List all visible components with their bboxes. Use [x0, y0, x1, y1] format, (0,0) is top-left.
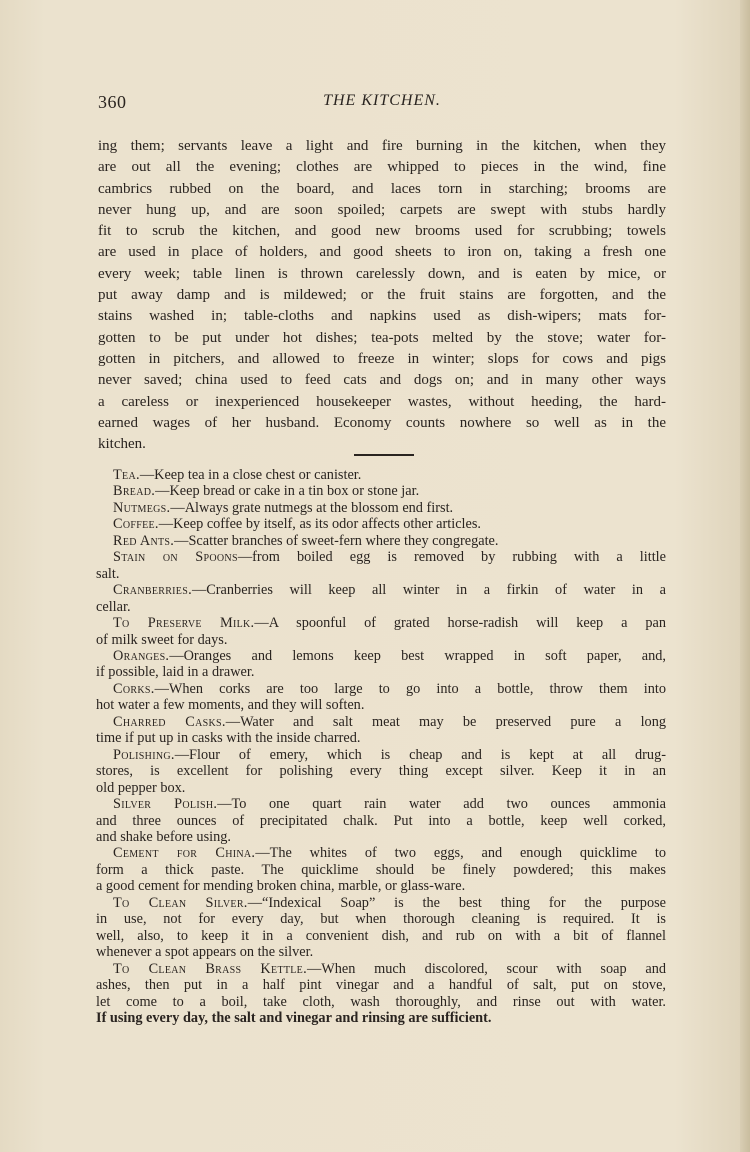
- tip-line: [96, 730, 666, 746]
- tip-entry: [96, 681, 666, 714]
- running-head: THE KITCHEN.: [323, 92, 441, 109]
- intro-line: kitchen.: [98, 436, 146, 453]
- tip-line: [96, 829, 666, 845]
- tip-line: [96, 681, 666, 697]
- tip-entry: [96, 467, 666, 483]
- tip-text: cellar.: [96, 598, 131, 615]
- tip-heading: Cement for China.: [113, 845, 256, 862]
- tip-line: [96, 747, 666, 763]
- tip-entry: [96, 549, 666, 582]
- tip-entry: [96, 796, 666, 845]
- intro-line: ing them; servants leave a light and fire burning in the kitchen, when they: [98, 138, 666, 154]
- intro-line: a careless or inexperienced housekeeper wastes, without heeding, the hard-: [98, 393, 666, 410]
- tip-heading: To Clean Brass Kettle.: [113, 960, 307, 977]
- household-tips-list: [96, 467, 666, 1026]
- tip-heading: Red Ants.: [113, 532, 175, 549]
- tip-entry: [96, 582, 666, 615]
- tip-entry: [96, 714, 666, 747]
- tip-text: if possible, laid in a drawer.: [96, 664, 255, 681]
- tip-line: [96, 878, 666, 894]
- tip-text: old pepper box.: [96, 779, 186, 796]
- tip-entry: [96, 483, 666, 499]
- tip-entry: [96, 747, 666, 796]
- tip-text: time if put up in casks with the inside charred.: [96, 730, 361, 747]
- tip-line: [96, 845, 666, 861]
- tip-text: —Cranberries will keep all winter in a firkin of water in a: [191, 582, 666, 599]
- tip-line: [96, 549, 666, 565]
- intro-line: never hung up, and are soon spoiled; carpets are swept with stubs hardly: [98, 201, 666, 218]
- tip-text: —Always grate nutmegs at the blossom end first.: [170, 499, 454, 516]
- page-edge: [740, 0, 750, 1152]
- tip-text: —When much discolored, scour with soap and: [306, 960, 666, 977]
- tip-line: [96, 911, 666, 927]
- intro-line: stains washed in; table-cloths and napkins used as dish-wipers; mats for-: [98, 308, 666, 325]
- intro-line: every week; table linen is thrown carelessly down, and is eaten by mice, or: [98, 265, 666, 282]
- tip-line: [96, 697, 666, 713]
- section-divider: [354, 454, 414, 456]
- tip-heading: To Preserve Milk.: [113, 615, 255, 632]
- intro-line: fit to scrub the kitchen, and good new brooms used for scrubbing; towels: [98, 223, 666, 240]
- tip-text: hot water a few moments, and they will soften.: [96, 697, 365, 714]
- tip-line: [96, 599, 666, 615]
- tip-line: [96, 664, 666, 680]
- intro-line: cambrics rubbed on the board, and laces torn in starching; brooms are: [98, 180, 666, 197]
- tip-heading: Charred Casks.: [113, 713, 226, 730]
- tip-line: [96, 714, 666, 730]
- tip-text: of milk sweet for days.: [96, 631, 228, 648]
- tip-text: —“Indexical Soap” is the best thing for the purpose: [247, 894, 666, 911]
- tip-entry: [96, 500, 666, 516]
- tip-text: —Scatter branches of sweet-fern where they congregate.: [174, 532, 499, 549]
- tip-line: [96, 895, 666, 911]
- tip-text: If using every day, the salt and vinegar and rinsing are sufficient.: [96, 1009, 492, 1026]
- tip-heading: Tea.: [113, 467, 140, 483]
- tip-entry: [96, 516, 666, 532]
- tip-entry: [96, 615, 666, 648]
- page-number: 360: [98, 92, 127, 112]
- tip-text: in use, not for every day, but when thorough cleaning is required. It is: [96, 911, 666, 928]
- tip-text: —Keep bread or cake in a tin box or stone jar.: [155, 483, 420, 500]
- intro-line: put away damp and is mildewed; or the fruit stains are forgotten, and the: [98, 287, 666, 304]
- tip-heading: Polishing.: [113, 746, 175, 763]
- intro-line: gotten to be put under hot dishes; tea-pots melted by the stove; water for-: [98, 329, 666, 346]
- tip-line: [96, 763, 666, 779]
- tip-text: stores, is excellent for polishing every thing except silver. Keep it in an: [96, 763, 666, 780]
- tip-line: [96, 1010, 666, 1026]
- tip-line: [96, 928, 666, 944]
- intro-line: earned wages of her husband. Economy counts nowhere so well as in the: [98, 414, 666, 431]
- tip-text: —Water and salt meat may be preserved pure a long: [225, 713, 666, 730]
- tip-heading: Stain on Spoons: [113, 549, 238, 566]
- intro-paragraph: [98, 136, 666, 455]
- tip-line: [96, 977, 666, 993]
- tip-text: —Keep tea in a close chest or canister.: [139, 467, 362, 483]
- tip-heading: Cranberries.: [113, 582, 192, 599]
- tip-heading: Coffee.: [113, 516, 159, 533]
- tip-text: —When corks are too large to go into a bottle, throw them into: [154, 680, 666, 697]
- tip-text: let come to a boil, take cloth, wash thoroughly, and rinse out with water.: [96, 993, 666, 1010]
- tip-heading: Nutmegs.: [113, 499, 171, 516]
- tip-text: —Keep coffee by itself, as its odor affects other articles.: [158, 516, 482, 533]
- tip-line: [96, 780, 666, 796]
- tip-text: —To one quart rain water add two ounces ammonia: [217, 796, 666, 813]
- tip-entry: [96, 845, 666, 894]
- tip-text: well, also, to keep it in a convenient dish, and rub on with a bit of flannel: [96, 927, 666, 944]
- tip-line: [96, 632, 666, 648]
- tip-line: [96, 796, 666, 812]
- tip-line: [96, 961, 666, 977]
- tip-text: whenever a spot appears on the silver.: [96, 944, 314, 961]
- tip-heading: To Clean Silver.: [113, 894, 248, 911]
- tip-entry: [96, 895, 666, 961]
- page-header: [98, 92, 666, 114]
- tip-text: ashes, then put in a half pint vinegar and a handful of salt, put on stove,: [96, 977, 666, 994]
- tip-line: [96, 566, 666, 582]
- tip-line: [96, 582, 666, 598]
- tip-entry: [96, 533, 666, 549]
- tip-text: —Flour of emery, which is cheap and is kept at all drug-: [174, 746, 666, 763]
- tip-line: [96, 813, 666, 829]
- tip-text: —The whites of two eggs, and enough quicklime to: [255, 845, 667, 862]
- intro-line: never saved; china used to feed cats and dogs on; and in many other ways: [98, 372, 666, 389]
- tip-text: —A spoonful of grated horse-radish will keep a pan: [254, 615, 666, 632]
- tip-heading: Oranges.: [113, 647, 170, 664]
- tip-line: [96, 862, 666, 878]
- tip-text: salt.: [96, 565, 120, 582]
- tip-text: and shake before using.: [96, 828, 231, 845]
- tip-text: and three ounces of precipitated chalk. Put into a bottle, keep well corked,: [96, 812, 666, 829]
- tip-text: a good cement for mending broken china, marble, or glass-ware.: [96, 878, 466, 895]
- tip-heading: Corks.: [113, 680, 155, 697]
- tip-heading: Silver Polish.: [113, 796, 218, 813]
- tip-line: [96, 615, 666, 631]
- tip-line: [96, 944, 666, 960]
- tip-entry: [96, 648, 666, 681]
- intro-line: gotten in pitchers, and allowed to freeze in winter; slops for cows and pigs: [98, 350, 666, 367]
- tip-text: form a thick paste. The quicklime should be finely powdered; this makes: [96, 861, 666, 878]
- tip-line: [96, 500, 666, 516]
- intro-line: are out all the evening; clothes are whipped to pieces in the wind, fine: [98, 159, 666, 176]
- tip-heading: Bread.: [113, 483, 156, 500]
- intro-line: are used in place of holders, and good sheets to iron on, taking a fresh one: [98, 244, 666, 261]
- tip-line: [96, 533, 666, 549]
- tip-text: —from boiled egg is removed by rubbing with a little: [237, 549, 666, 566]
- tip-line: [96, 483, 666, 499]
- tip-line: [96, 648, 666, 664]
- tip-entry: [96, 961, 666, 1027]
- tip-line: [96, 994, 666, 1010]
- tip-text: —Oranges and lemons keep best wrapped in soft paper, and,: [169, 647, 666, 664]
- tip-line: [96, 516, 666, 532]
- tip-line: [96, 467, 666, 483]
